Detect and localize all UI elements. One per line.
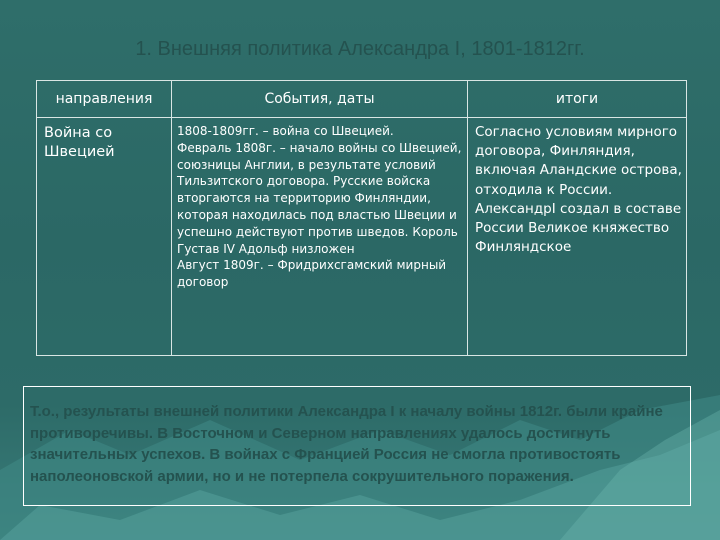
events-table (36, 80, 687, 356)
cell-results: Согласно условиям мирного договора, Финляндия, включая Аландские острова, отходила к России. АлександрI создал в составе России Великое княжество Финляндское (468, 118, 687, 356)
table-header-row (37, 81, 687, 118)
header-events: События, даты (172, 81, 468, 118)
conclusion-text: Т.о., результаты внешней политики Александра I к началу войны 1812г. были крайне противоречивы. В Восточном и Северном направлениях удалось достигнуть значительных успехов. В войнах с Францией Россия не смогла противостоять наполеоновской армии, но и не потерпела сокрушительного поражения. (30, 403, 663, 485)
table-row (37, 118, 687, 356)
header-results: итоги (468, 81, 687, 118)
cell-events: 1808-1809гг. – война со Швецией. Февраль 1808г. – начало войны со Швецией, союзницы Англии, в результате условий Тильзитского договора. Русские войска вторгаются на территорию Финляндии, которая находилась под властью Швеции и успешно действуют против шведов. Король Густав IV Адольф низложен Август 1809г. – Фридрихсгамский мирный договор (172, 118, 468, 356)
cell-direction: Война со Швецией (37, 118, 172, 356)
header-direction: направления (37, 81, 172, 118)
conclusion-box (23, 386, 691, 506)
slide-title: 1. Внешняя политика Александра I, 1801-1812гг. (135, 38, 585, 60)
